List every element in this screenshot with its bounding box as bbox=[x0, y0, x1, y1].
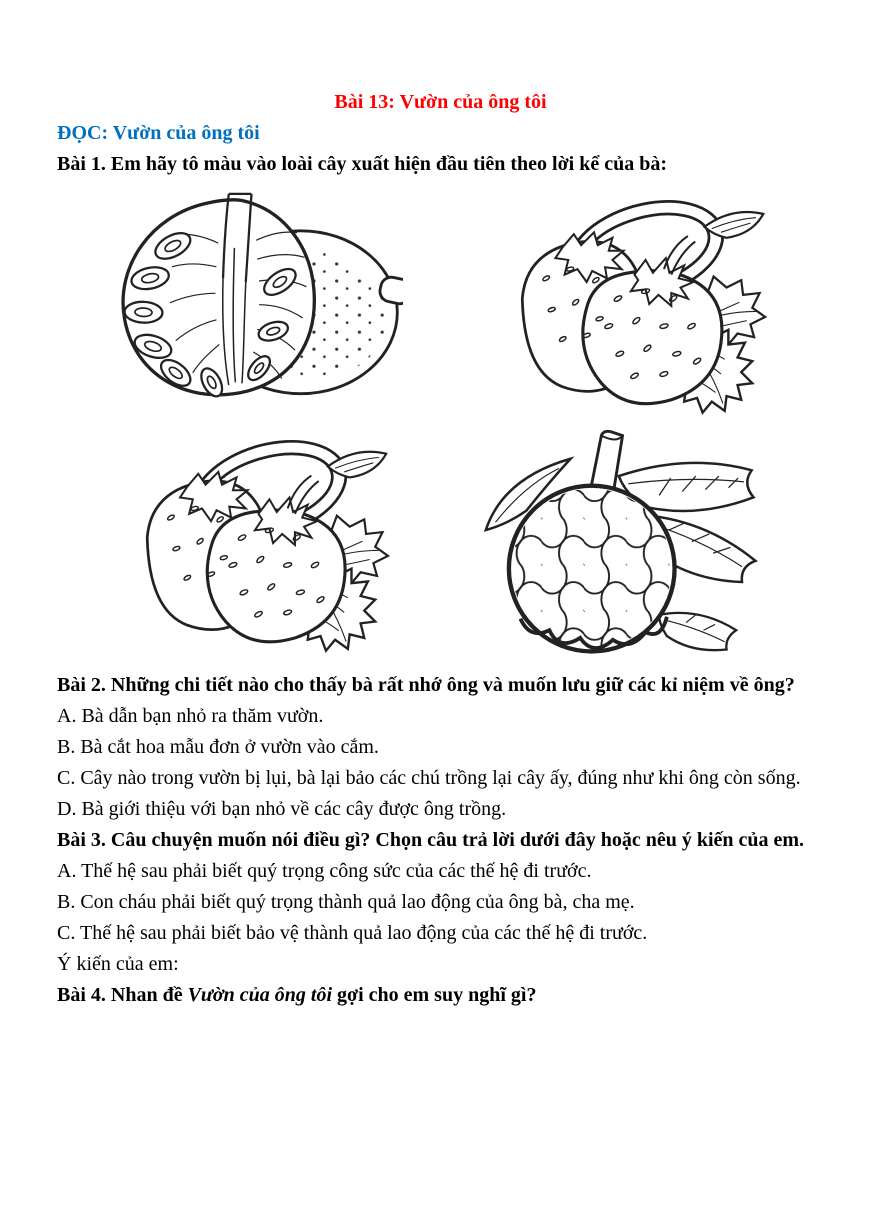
strawberries-image-bottom bbox=[103, 430, 403, 658]
exercise3-option-b: B. Con cháu phải biết quý trọng thành quả lao động của ông bà, cha mẹ. bbox=[57, 891, 635, 913]
jackfruit-image bbox=[81, 188, 403, 410]
exercise2-option-b: B. Bà cắt hoa mẫu đơn ở vườn vào cắm. bbox=[57, 736, 379, 758]
exercise4-heading bbox=[57, 980, 824, 1011]
exercise3-heading: Bài 3. Câu chuyện muốn nói điều gì? Chọn câu trả lời dưới đây hoặc nêu ý kiến của em. bbox=[57, 829, 805, 851]
exercise2-option-a: A. Bà dẫn bạn nhỏ ra thăm vườn. bbox=[57, 705, 324, 727]
exercise3-option-c: C. Thế hệ sau phải biết bảo vệ thành quả lao động của các thế hệ đi trước. bbox=[57, 922, 648, 944]
exercise4-heading-prefix: Bài 4. Nhan đề bbox=[57, 984, 188, 1006]
strawberries-drawing bbox=[481, 190, 777, 420]
custard-apple-drawing bbox=[453, 426, 769, 662]
custard-apple-image bbox=[453, 426, 769, 662]
lesson-title: Bài 13: Vườn của ông tôi bbox=[334, 91, 547, 113]
exercise3-opinion-label: Ý kiến của em: bbox=[57, 953, 179, 975]
exercise2-option-c: C. Cây nào trong vườn bị lụi, bà lại bảo các chú trồng lại cây ấy, đúng như khi ông còn sống. bbox=[57, 767, 801, 789]
strawberries-drawing-2 bbox=[103, 430, 403, 658]
strawberries-image-top bbox=[481, 190, 777, 420]
exercise1-heading: Bài 1. Em hãy tô màu vào loài cây xuất hiện đầu tiên theo lời kể của bà: bbox=[57, 153, 668, 175]
coloring-images bbox=[57, 186, 824, 670]
jackfruit-drawing bbox=[81, 188, 403, 410]
reading-title: ĐỌC: Vườn của ông tôi bbox=[57, 122, 260, 144]
exercise4-heading-title: Vườn của ông tôi bbox=[187, 984, 333, 1006]
exercise2-heading: Bài 2. Những chi tiết nào cho thấy bà rất nhớ ông và muốn lưu giữ các kỉ niệm về ông? bbox=[57, 674, 795, 696]
exercise2-option-d: D. Bà giới thiệu với bạn nhỏ về các cây được ông trồng. bbox=[57, 798, 507, 820]
exercise3-option-a: A. Thế hệ sau phải biết quý trọng công sức của các thế hệ đi trước. bbox=[57, 860, 592, 882]
exercise4-heading-suffix: gợi cho em suy nghĩ gì? bbox=[332, 984, 537, 1006]
